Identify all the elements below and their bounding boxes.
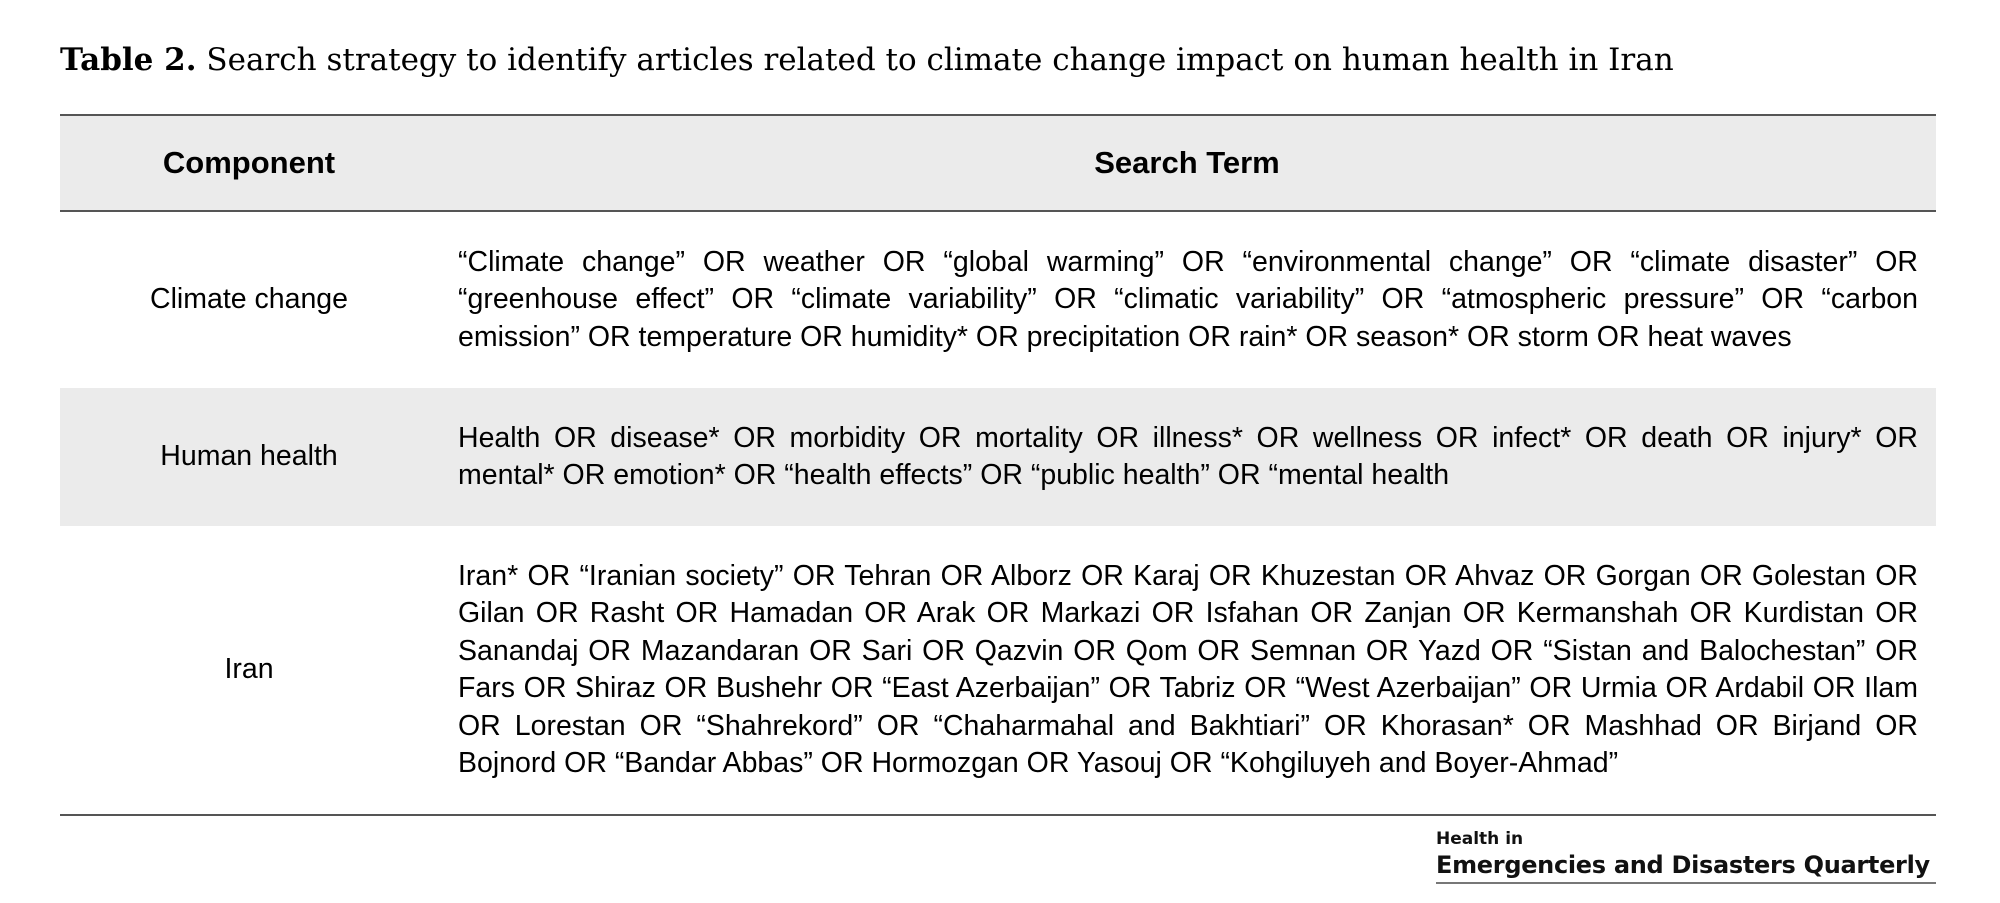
table-header-row — [60, 115, 1936, 211]
row-term-climate-change: “Climate change” OR weather OR “global warming” OR “environmental change” OR “climate disaster” OR “greenhouse effect” OR “climate variability” OR “climatic variability” OR “atmospheric pressure” OR “carbon emission” OR temperature OR humidity* OR precipitation OR rain* OR season* OR storm OR heat waves — [458, 245, 1918, 353]
header-component: Component — [162, 145, 336, 180]
row-term-human-health: Health OR disease* OR morbidity OR mortality OR illness* OR wellness OR infect* OR death OR injury* OR mental* OR emotion* OR “health effects” OR “public health” OR “mental health — [458, 421, 1918, 491]
row-component-climate-change: Climate change — [149, 283, 349, 316]
journal-logo — [1436, 828, 1936, 884]
table-caption-label: Table 2. — [60, 42, 197, 78]
table-caption — [60, 38, 1674, 82]
journal-logo-line2: Emergencies and Disasters Quarterly — [1436, 851, 1930, 879]
row-term-iran: Iran* OR “Iranian society” OR Tehran OR Alborz OR Karaj OR Khuzestan OR Ahvaz OR Gorgan OR Golestan OR Gilan OR Rasht OR Hamadan OR Arak OR Markazi OR Isfahan OR Zanjan OR Kermanshah OR Kurdistan OR Sanandaj OR Mazandaran OR Sari OR Qazvin OR Qom OR Semnan OR Yazd OR “Sistan and Balochestan” OR Fars OR Shiraz OR Bushehr OR “East Azerbaijan” OR Tabriz OR “West Azerbaijan” OR Urmia OR Ardabil OR Ilam OR Lorestan OR “Shahrekord” OR “Chaharmahal and Bakhtiari” OR Khorasan* OR Mashhad OR Birjand OR Bojnord OR “Bandar Abbas” OR Hormozgan OR Yasouj OR “Kohgiluyeh and Boyer-Ahmad” — [458, 559, 1918, 779]
search-strategy-table — [60, 114, 1936, 816]
table-row — [60, 388, 1936, 526]
row-component-iran: Iran — [224, 653, 274, 686]
header-search-term: Search Term — [1094, 145, 1280, 180]
journal-logo-line1: Health in — [1436, 829, 1524, 849]
table-caption-text: Search strategy to identify articles related to climate change impact on human health in Iran — [206, 42, 1674, 78]
table-row — [60, 526, 1936, 815]
table-row — [60, 211, 1936, 388]
row-component-human-health: Human health — [160, 440, 338, 473]
